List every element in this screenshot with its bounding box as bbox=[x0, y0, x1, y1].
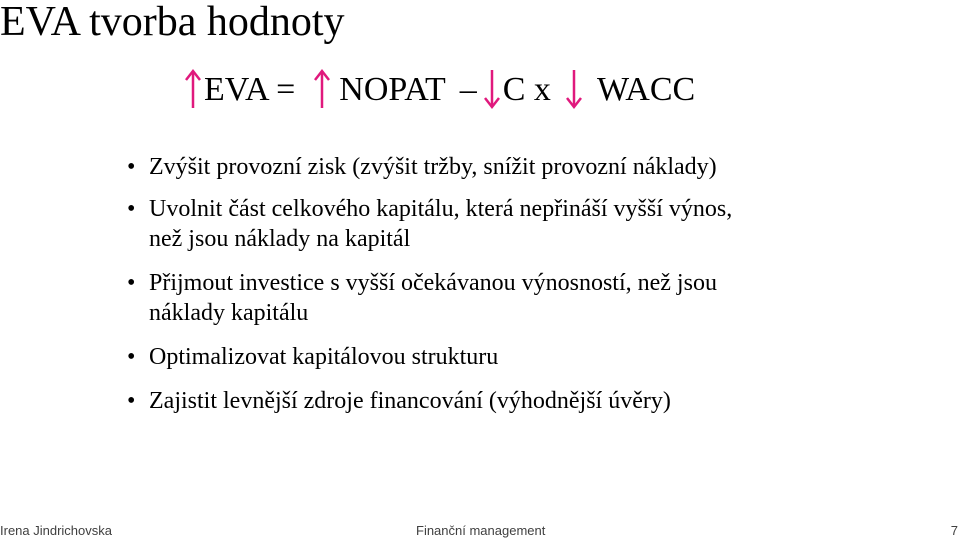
formula-term-capital: C x bbox=[502, 71, 551, 108]
list-item-text: Zvýšit provozní zisk (zvýšit tržby, snížit provozní náklady) bbox=[149, 154, 717, 180]
footer-author: Irena Jindrichovska bbox=[0, 523, 112, 538]
bullet-icon: • bbox=[127, 154, 136, 180]
down-arrow-icon bbox=[483, 68, 501, 110]
bullet-icon: • bbox=[127, 388, 136, 414]
list-item-text: než jsou náklady na kapitál bbox=[149, 226, 411, 252]
slide-title: EVA tvorba hodnoty bbox=[0, 0, 345, 45]
list-item bbox=[127, 194, 927, 254]
list-item-text: Zajistit levnější zdroje financování (výhodnější úvěry) bbox=[149, 388, 671, 414]
down-arrow-icon bbox=[565, 68, 583, 110]
list-item-text: Uvolnit část celkového kapitálu, která nepřináší vyšší výnos, bbox=[149, 196, 733, 222]
list-item-text: Optimalizovat kapitálovou strukturu bbox=[149, 344, 499, 370]
up-arrow-icon bbox=[313, 68, 331, 110]
formula-term-eva: EVA = bbox=[204, 71, 296, 108]
eva-formula bbox=[184, 68, 695, 110]
list-item bbox=[127, 152, 927, 182]
bullet-list bbox=[127, 152, 927, 416]
list-item-text: Přijmout investice s vyšší očekávanou výnosností, než jsou bbox=[149, 270, 717, 296]
list-item-text: náklady kapitálu bbox=[149, 300, 309, 326]
formula-minus: – bbox=[459, 71, 477, 108]
up-arrow-icon bbox=[184, 68, 202, 110]
bullet-icon: • bbox=[127, 270, 136, 296]
footer-page-number: 7 bbox=[950, 523, 958, 538]
list-item bbox=[127, 342, 927, 372]
list-item bbox=[127, 386, 927, 416]
list-item bbox=[127, 268, 927, 328]
formula-term-wacc: WACC bbox=[596, 71, 696, 108]
footer-course: Finanční management bbox=[416, 523, 546, 538]
bullet-icon: • bbox=[127, 344, 136, 370]
bullet-icon: • bbox=[127, 196, 136, 222]
formula-term-nopat: NOPAT bbox=[339, 71, 446, 108]
